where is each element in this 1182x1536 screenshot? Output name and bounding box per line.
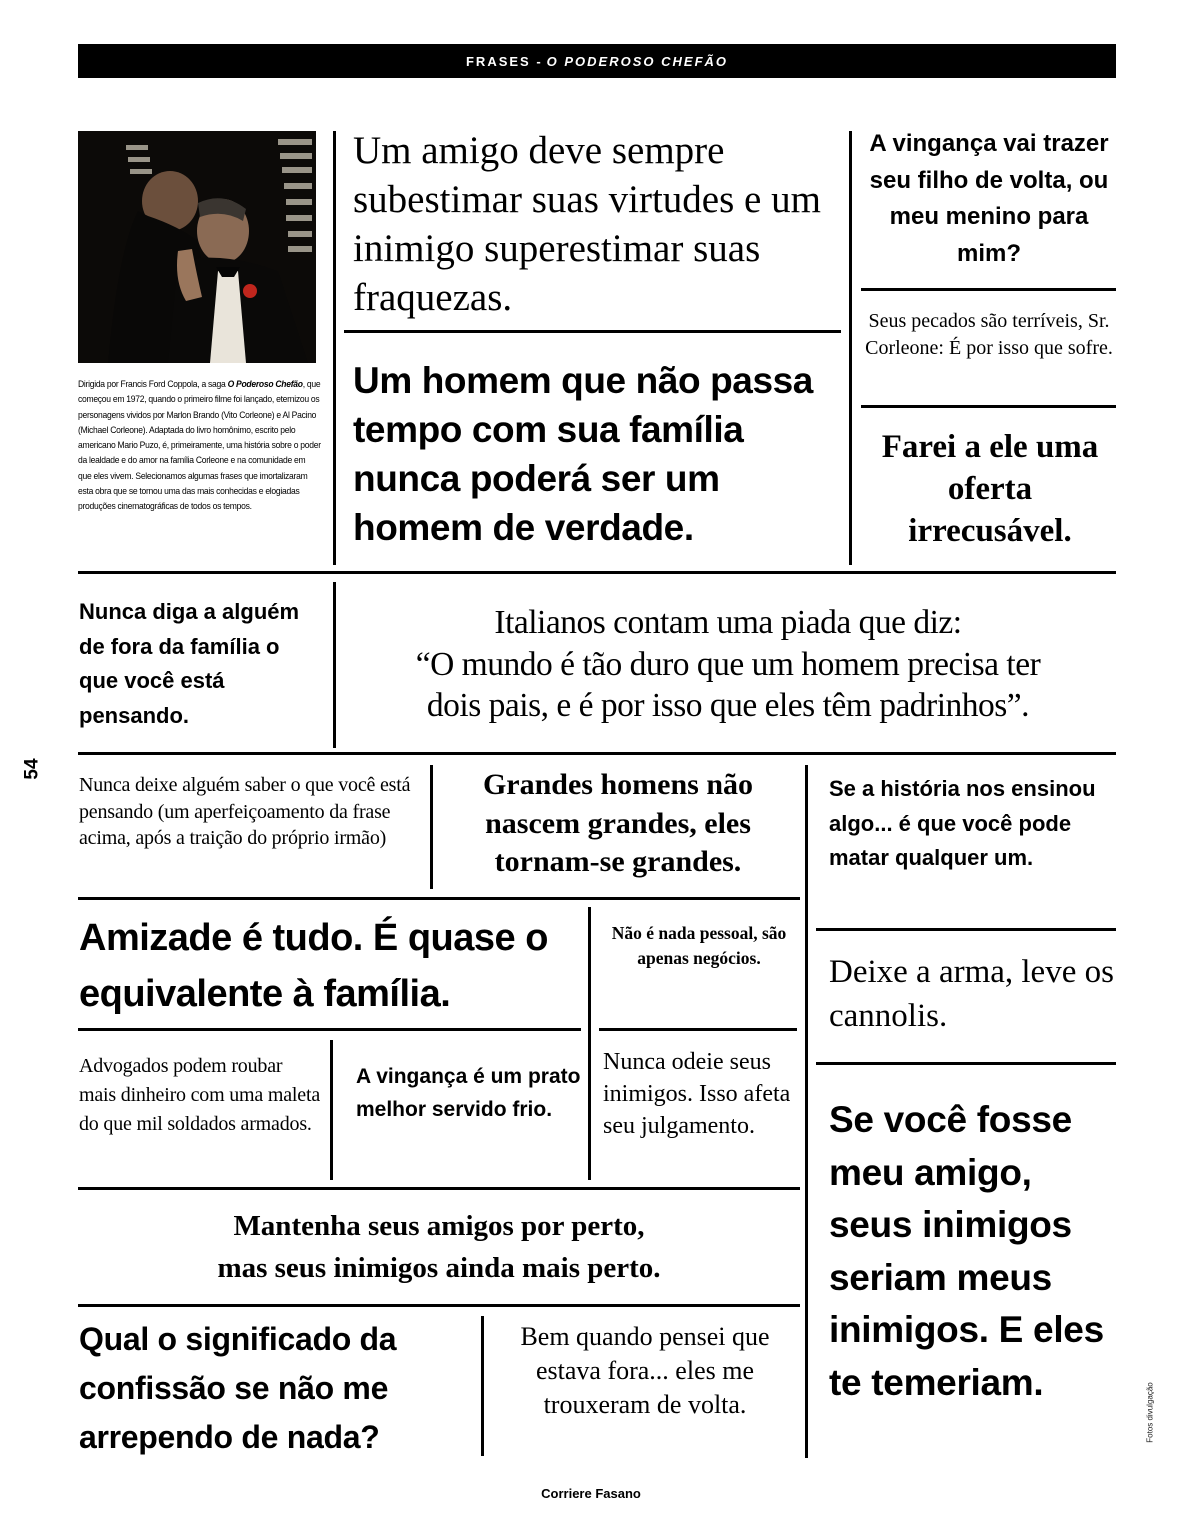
godfather-photo-icon <box>78 131 316 363</box>
quote-italianos <box>340 602 1116 727</box>
quote-italianos-line-2: “O mundo é tão duro que um homem precisa ter <box>415 645 1041 683</box>
section-title: O PODEROSO CHEFÃO <box>546 53 729 69</box>
quote-vinganca-filho: A vingança vai trazer seu filho de volta, ou meu menino para mim? <box>869 130 1109 267</box>
divider <box>78 571 1116 574</box>
quote-grandes-homens: Grandes homens não nascem grandes, eles tornam-se grandes. <box>482 768 754 878</box>
quote-nada-pessoal: Não é nada pessoal, são apenas negócios. <box>611 923 787 968</box>
divider <box>588 907 591 1180</box>
divider <box>333 582 336 748</box>
divider <box>816 1062 1116 1065</box>
quote-deixe-arma: Deixe a arma, leve os cannolis. <box>829 954 1114 1034</box>
divider <box>78 1304 800 1307</box>
quote-nunca-deixe: Nunca deixe alguém saber o que você está pensando (um aperfeiçoamento da frase acima, após a traição do próprio irmão) <box>79 774 411 849</box>
caption-film-title: O Poderoso Chefão <box>227 379 303 389</box>
publication-footer: Corriere Fasano <box>541 1486 641 1501</box>
quote-mantenha <box>78 1205 800 1289</box>
quote-italianos-line-3: dois pais, e é por isso que eles têm padrinhos”. <box>426 687 1030 724</box>
divider <box>78 1187 800 1190</box>
section-label: FRASES - <box>465 53 543 69</box>
divider <box>78 1028 581 1031</box>
divider <box>430 765 433 889</box>
intro-caption <box>78 377 321 515</box>
divider <box>344 330 841 333</box>
divider <box>849 131 852 565</box>
quote-vinganca-prato: A vingança é um prato melhor servido frio. <box>356 1065 581 1121</box>
quote-historia: Se a história nos ensinou algo... é que você pode matar qualquer um. <box>829 776 1096 870</box>
quote-mantenha-line-1: Mantenha seus amigos por perto, <box>233 1210 645 1242</box>
quote-amigo-subestimar: Um amigo deve sempre subestimar suas virtudes e um inimigo superestimar suas fraquezas. <box>353 129 821 319</box>
caption-text-2: , que começou em 1972, quando o primeiro filme foi lançado, eternizou os personagens vividos por Marlon Brando (Vito Corleone) e Al Pacino (Michael Corleone). Adaptada do livro homônimo, escrito pelo americano Mario Puzo, é, primeiramente, uma história sobre o poder da lealdade e do amor na família Corleone e na comunidade em que eles vivem. Selecionamos algumas frases que imortalizaram esta obra que se tornou uma das mais conhecidas e elogiadas produções cinematográficas de todos os tempos. <box>78 379 321 512</box>
page-number: 54 <box>21 758 43 780</box>
film-still-photo <box>78 131 316 363</box>
caption-text-1: Dirigida por Francis Ford Coppola, a saga <box>78 379 228 389</box>
divider <box>816 928 1116 931</box>
quote-pecados: Seus pecados são terríveis, Sr. Corleone: É por isso que sofre. <box>865 310 1113 359</box>
photo-credit: Fotos divulgação <box>1145 1382 1155 1443</box>
divider <box>805 765 808 1458</box>
divider <box>333 131 336 565</box>
divider <box>861 405 1116 408</box>
quote-confissao: Qual o significado da confissão se não me arrependo de nada? <box>79 1321 397 1455</box>
quote-mantenha-line-2: mas seus inimigos ainda mais perto. <box>217 1252 661 1284</box>
quote-oferta: Farei a ele uma oferta irrecusável. <box>881 429 1099 549</box>
quote-advogados: Advogados podem roubar mais dinheiro com uma maleta do que mil soldados armados. <box>79 1055 320 1135</box>
divider <box>78 897 800 900</box>
quote-amizade: Amizade é tudo. É quase o equivalente à família. <box>79 917 548 1015</box>
quote-nunca-odeie: Nunca odeie seus inimigos. Isso afeta seu julgamento. <box>603 1049 791 1139</box>
section-header <box>78 44 1116 78</box>
quote-bem-quando: Bem quando pensei que estava fora... eles me trouxeram de volta. <box>520 1322 770 1419</box>
quote-italianos-line-1: Italianos contam uma piada que diz: <box>494 604 962 641</box>
divider <box>330 1040 333 1180</box>
quote-nunca-diga: Nunca diga a alguém de fora da família o que você está pensando. <box>79 599 300 728</box>
divider <box>861 288 1116 291</box>
divider <box>78 752 1116 755</box>
quote-fosse-amigo: Se você fosse meu amigo, seus inimigos seriam meus inimigos. E eles te temeriam. <box>829 1099 1104 1403</box>
quote-homem-familia: Um homem que não passa tempo com sua família nunca poderá ser um homem de verdade. <box>353 360 813 548</box>
divider <box>481 1316 484 1456</box>
divider <box>599 1028 797 1031</box>
